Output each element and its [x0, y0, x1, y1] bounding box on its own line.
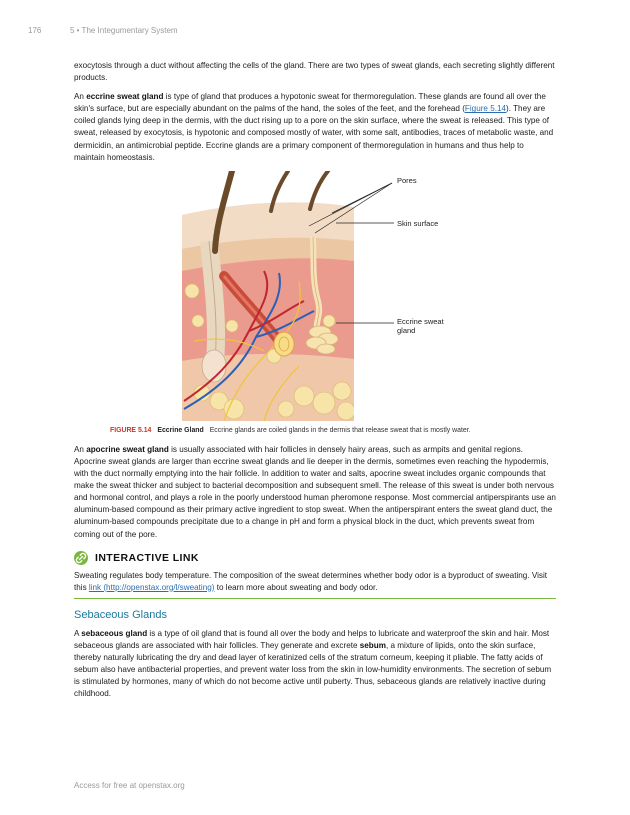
apocrine-paragraph — [74, 444, 556, 541]
interactive-paragraph — [74, 570, 556, 594]
sebaceous-paragraph — [74, 628, 556, 701]
eccrine-gland-figure — [74, 171, 556, 423]
figure-label: FIGURE 5.14 — [110, 426, 152, 434]
eccrine-term: eccrine sweat gland — [86, 92, 164, 102]
link-icon — [74, 551, 88, 565]
sebaceous-lead: A — [74, 628, 82, 638]
figure-caption-text: Eccrine glands are coiled glands in the dermis that release sweat that is mostly water. — [209, 426, 471, 434]
apocrine-term: apocrine sweat gland — [86, 444, 169, 454]
eccrine-text-2: ). They are coiled glands lying deep in the dermis, with the duct rising up to a pore on the skin surface, where the sweat is released. This type of sweat, released by exocytosis, is hypotonic and composed mostly of water, with some salt, antibodies, traces of metabolic waste, and dermicidin, an antimicrobial peptide. Eccrine glands are a primary component of thermoregulation in humans and thus help to maintain homeostasis. — [74, 104, 554, 162]
section-heading: Sebaceous Glands — [74, 608, 167, 621]
intro-paragraph: exocytosis through a duct without affecting the cells of the gland. There are two types of sweat glands, each secreting slightly different products. — [74, 61, 555, 83]
page-header — [28, 26, 178, 35]
figure-link[interactable]: Figure 5.14 — [464, 104, 507, 114]
sebaceous-text-2: , a mixture of lipids, onto the skin surface, thereby naturally lubricating the dry and dead layer of keratinized cells of the stratum corneum, keeping it pliable. The fatty acids of sebum also have antibacterial properties, and prevent water loss from the skin in low-humidity environments. The secretion of sebum is stimulated by hormones, many of which do not become active until puberty. Thus, sebaceous glands are relatively inactive during childhood. — [74, 640, 552, 699]
sebaceous-term: sebaceous gland — [81, 628, 148, 638]
label-eccrine-line-1: Eccrine sweat — [397, 316, 444, 326]
interactive-link-header — [74, 551, 556, 565]
figure-caption — [110, 425, 556, 437]
label-pores: Pores — [397, 175, 417, 185]
label-eccrine-gland — [397, 317, 444, 335]
page-footer: Access for free at openstax.org — [74, 781, 185, 790]
page-number: 176 — [28, 26, 42, 35]
sebum-term: sebum — [359, 640, 386, 650]
sweating-link[interactable]: link (http://openstax.org/l/sweating) — [88, 582, 215, 592]
skin-illustration — [74, 171, 556, 423]
interactive-link-title: INTERACTIVE LINK — [95, 551, 199, 564]
interactive-divider — [74, 598, 556, 599]
sebaceous-text-1: is a type of oil gland that is found all over the body and helps to lubricate and waterproof the skin and hair. Most sebaceous glands are associated with hair follicles. They generate and excrete — [74, 628, 550, 650]
interactive-text-2: to learn more about sweating and body odor. — [214, 582, 378, 592]
eccrine-lead: An — [74, 92, 87, 102]
label-skin-surface: Skin surface — [397, 218, 439, 228]
figure-title: Eccrine Gland — [157, 426, 204, 434]
apocrine-text: is usually associated with hair follicles in densely hairy areas, such as armpits and genital regions. Apocrine sweat glands are larger than eccrine sweat glands and lie deeper in the dermis, sometimes even reaching the hypodermis, with the duct normally emptying into the hair follicle. In addition to water and salts, apocrine sweat includes organic compounds that make the sweat thicker and subject to bacterial decomposition and subsequent smell. The release of this sweat is under both nervous and hormonal control, and plays a role in the poorly understood human pheromone response. Most commercial antiperspirants use an aluminum-based compound as their primary active ingredient to stop sweat. When the antiperspirant enters the sweat gland duct, the aluminum-based compounds precipitate due to a change in pH and form a physical block in the duct, which prevents sweat from coming out of the pore. — [74, 444, 556, 539]
eccrine-paragraph — [74, 91, 556, 164]
apocrine-lead: An — [74, 444, 87, 454]
label-eccrine-line-2: gland — [397, 325, 416, 335]
interactive-text-1: Sweating regulates body temperature. The composition of the sweat determines whether body odor is a byproduct of sweating. Visit this — [74, 570, 548, 592]
eccrine-text-1: is type of gland that produces a hypotonic sweat for thermoregulation. These glands are found all over the skin's surface, but are especially abundant on the palms of the hand, the soles of the feet, and the forehead ( — [74, 92, 546, 114]
main-content — [74, 60, 556, 707]
chapter-title: 5 • The Integumentary System — [70, 26, 178, 35]
